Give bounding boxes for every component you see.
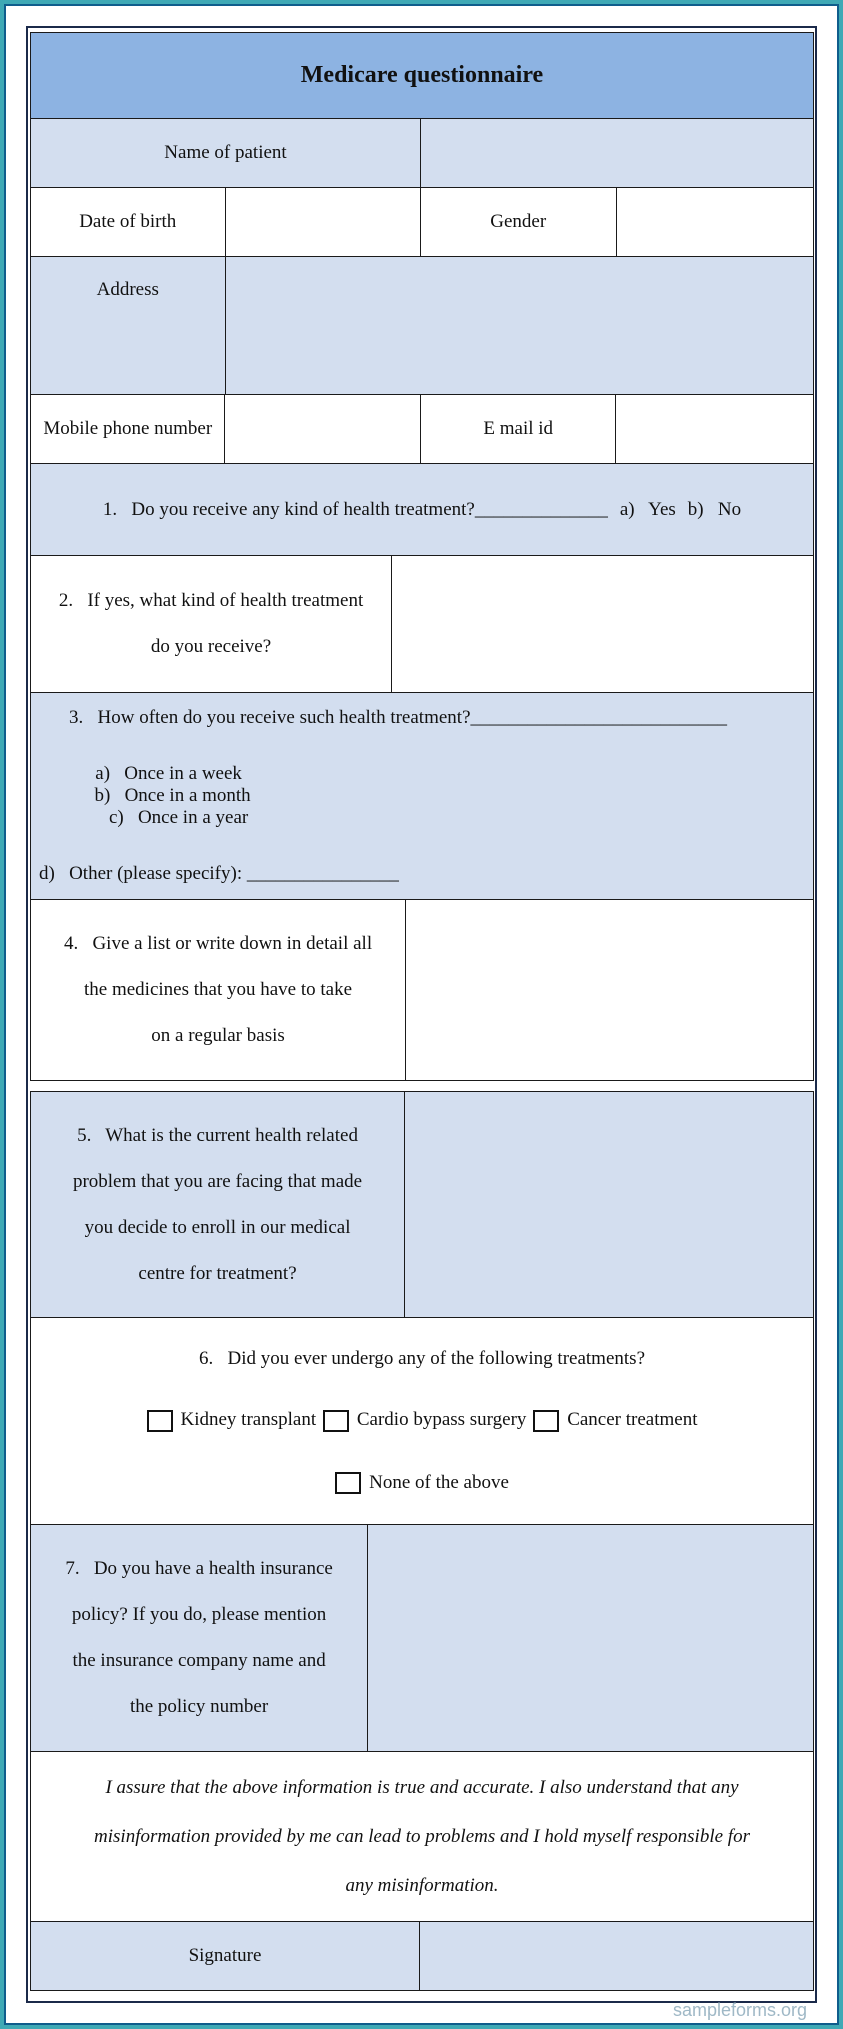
q7-line-1: 7. Do you have a health insurance xyxy=(65,1558,333,1579)
q6-option-cardio: Cardio bypass surgery xyxy=(356,1409,527,1431)
signature-row xyxy=(31,1922,813,1990)
name-label: Name of patient xyxy=(31,119,421,187)
q7-line-3: the insurance company name and xyxy=(72,1650,326,1671)
q1-option-no[interactable]: b) No xyxy=(687,498,742,520)
q5-row xyxy=(31,1092,813,1318)
address-field[interactable] xyxy=(226,257,813,394)
name-field[interactable] xyxy=(421,119,813,187)
q6-row xyxy=(31,1318,813,1525)
declaration-row xyxy=(31,1752,813,1922)
email-label: E mail id xyxy=(421,395,617,463)
q6-checkbox-cancer[interactable] xyxy=(533,1410,559,1432)
signature-field[interactable] xyxy=(420,1922,813,1990)
dob-gender-row xyxy=(31,188,813,257)
q6-option-kidney: Kidney transplant xyxy=(180,1409,317,1431)
q6-text: 6. Did you ever undergo any of the following treatments? xyxy=(198,1347,646,1369)
title-row xyxy=(31,33,813,119)
declaration xyxy=(31,1752,813,1921)
address-label: Address xyxy=(31,257,226,394)
gender-label: Gender xyxy=(421,188,617,256)
mobile-field[interactable] xyxy=(225,395,421,463)
q4-row xyxy=(31,900,813,1080)
q5-answer-field[interactable] xyxy=(405,1092,813,1317)
q6-checkbox-kidney[interactable] xyxy=(147,1410,173,1432)
q6-checkbox-none[interactable] xyxy=(335,1472,361,1494)
q7-line-2: policy? If you do, please mention xyxy=(71,1604,327,1625)
q7-row xyxy=(31,1525,813,1752)
address-row xyxy=(31,257,813,395)
q6-options-line xyxy=(147,1409,698,1432)
declaration-line-3: any misinformation. xyxy=(345,1875,499,1896)
name-row xyxy=(31,119,813,188)
q2-row xyxy=(31,556,813,693)
q3-option-week[interactable]: a) Once in a week xyxy=(95,763,242,784)
declaration-line-1: I assure that the above information is true and accurate. I also understand that any xyxy=(105,1777,739,1798)
q5-question xyxy=(31,1092,405,1317)
form-block-upper xyxy=(30,32,814,1081)
gender-field[interactable] xyxy=(617,188,814,256)
dob-field[interactable] xyxy=(226,188,422,256)
q3-option-month[interactable]: b) Once in a month xyxy=(94,785,251,806)
mobile-label: Mobile phone number xyxy=(31,395,225,463)
q2-line-1: 2. If yes, what kind of health treatment xyxy=(58,590,364,611)
dob-label: Date of birth xyxy=(31,188,226,256)
q5-line-4: centre for treatment? xyxy=(138,1262,297,1284)
q1-cell xyxy=(31,464,813,555)
q7-line-4: the policy number xyxy=(129,1696,269,1717)
q2-line-2: do you receive? xyxy=(150,636,272,657)
form-title: Medicare questionnaire xyxy=(31,33,813,118)
q6-option-cancer: Cancer treatment xyxy=(567,1409,698,1431)
q5-line-1: 5. What is the current health related xyxy=(77,1124,358,1146)
q3-row xyxy=(31,693,813,900)
q1-text: 1. Do you receive any kind of health treatment?______________ xyxy=(102,498,608,520)
q1-option-yes[interactable]: a) Yes xyxy=(619,498,676,520)
q4-line-3: on a regular basis xyxy=(151,1025,285,1046)
q6-option-none: None of the above xyxy=(369,1471,509,1493)
q4-line-1: 4. Give a list or write down in detail all xyxy=(63,933,373,954)
q2-answer-field[interactable] xyxy=(392,556,813,692)
medicare-form xyxy=(30,32,814,1991)
q3-options xyxy=(39,741,251,851)
q2-question xyxy=(31,556,392,692)
q7-question xyxy=(31,1525,368,1751)
q7-answer-field[interactable] xyxy=(368,1525,813,1751)
q5-line-3: you decide to enroll in our medical xyxy=(84,1216,351,1238)
q4-question xyxy=(31,900,406,1080)
contact-row xyxy=(31,395,813,464)
q5-line-2: problem that you are facing that made xyxy=(72,1170,363,1192)
q1-row xyxy=(31,464,813,556)
form-block-lower xyxy=(30,1091,814,1991)
declaration-line-2: misinformation provided by me can lead to problems and I hold myself responsible for xyxy=(94,1826,750,1847)
q3-cell xyxy=(31,693,813,899)
q6-none-line xyxy=(335,1472,509,1495)
q4-answer-field[interactable] xyxy=(406,900,813,1080)
q3-option-year[interactable]: c) Once in a year xyxy=(108,807,249,828)
signature-label: Signature xyxy=(31,1922,420,1990)
q6-cell xyxy=(31,1318,813,1524)
q3-text: 3. How often do you receive such health treatment?___________________________ xyxy=(69,707,727,728)
q4-line-2: the medicines that you have to take xyxy=(84,979,353,1000)
email-field[interactable] xyxy=(616,395,813,463)
q3-option-other[interactable]: d) Other (please specify): ________________ xyxy=(39,863,399,884)
q6-checkbox-cardio[interactable] xyxy=(323,1410,349,1432)
watermark: sampleforms.org xyxy=(672,2000,807,2020)
